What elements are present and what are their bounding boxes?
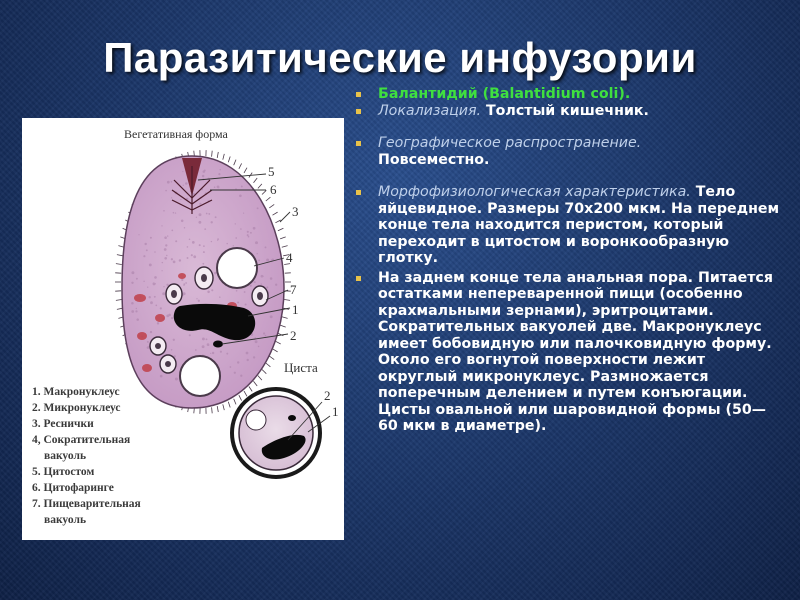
organism-name: Балантидий (Balantidium coli). <box>378 86 631 102</box>
label-1: 1 <box>292 302 299 317</box>
physiology-text: На заднем конце тела анальная пора. Питается остатками непереваренной пищи (особенно крахмальными зернами), эритроцитами. Сократительных вакуолей две. Макронуклеус имеет бобовидную или палочковидную форму. Около его вогнутой поверхности лежит округлый микронуклеус. Размножается поперечным делением и путем конъюгации. Цисты овальной или шаровидной формы (50—60 мкм в диаметре). <box>378 269 773 434</box>
label-2: 2 <box>290 328 297 343</box>
morphology-text: Тело яйцевидное. Размеры 70х200 мкм. На переднем конце тела находится перистом, который переходит в цитостом и воронкообразную глотку. <box>378 184 780 266</box>
micronucleus <box>213 341 223 348</box>
legend-line: вакуоль <box>44 450 87 462</box>
content-bullets <box>352 86 782 435</box>
bullet-morphology <box>352 184 782 267</box>
legend-line: вакуоль <box>44 514 87 526</box>
legend-line: 3. Реснички <box>32 418 94 430</box>
cyst-vacuole <box>246 410 266 430</box>
morphology-label: Морфофизиологическая характеристика. <box>378 184 691 200</box>
label-3: 3 <box>292 204 299 219</box>
localization-text: Толстый кишечник. <box>481 102 649 119</box>
contractile-vacuole-top <box>217 248 257 288</box>
legend-line: 4, Сократительная <box>32 434 131 446</box>
label-7: 7 <box>290 282 297 297</box>
legend-line: 6. Цитофаринге <box>32 482 114 494</box>
slide-title: Паразитические инфузории <box>103 34 697 81</box>
label-6: 6 <box>270 182 277 197</box>
label-4: 4 <box>286 250 293 265</box>
bullet-localization <box>352 103 782 120</box>
cyst-micronucleus <box>288 415 296 421</box>
legend-line: 5. Цитостом <box>32 466 95 478</box>
figure-legend <box>32 384 202 528</box>
legend-line: 1. Макронуклеус <box>32 386 120 398</box>
geography-text: Повсеместно. <box>378 151 490 168</box>
legend-line: 2. Микронуклеус <box>32 402 121 414</box>
figure-caption: Вегетативная форма <box>124 127 228 141</box>
bullet-geography <box>352 135 782 168</box>
localization-label: Локализация. <box>378 102 482 119</box>
label-5: 5 <box>268 164 275 179</box>
cyst-label-1: 1 <box>332 404 339 419</box>
bullet-physiology <box>352 270 782 435</box>
cyst-label-2: 2 <box>324 388 331 403</box>
cyst-label: Циста <box>284 360 318 375</box>
legend-line: 7. Пищеварительная <box>32 498 141 510</box>
balantidium-figure <box>22 118 344 540</box>
bullet-name <box>352 86 782 103</box>
geography-label: Географическое распространение. <box>378 135 642 151</box>
